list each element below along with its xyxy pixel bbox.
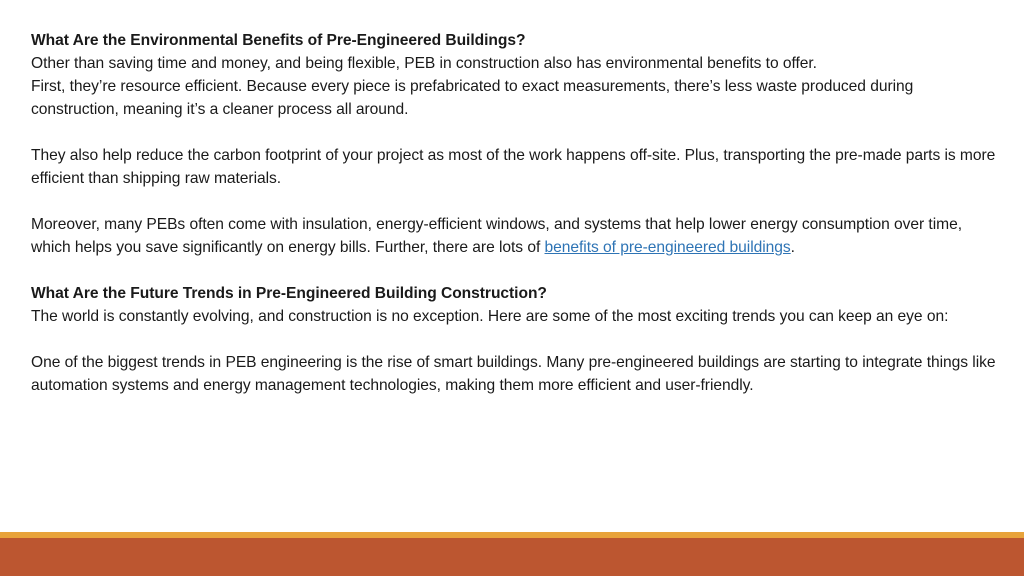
paragraph-spacer <box>31 190 996 213</box>
paragraph-energy-text: Moreover, many PEBs often come with insulation, energy-efficient windows, and systems that help lower energy consumption over time, which helps you save significantly on energy bills. Further, there are lots of <box>31 216 962 256</box>
paragraph-resource-efficient: First, they’re resource efficient. Because every piece is prefabricated to exact measurements, there’s less waste produced during construction, meaning it’s a cleaner process all around. <box>31 78 914 118</box>
footer-bar <box>0 538 1024 576</box>
paragraph-energy-end: . <box>790 239 795 256</box>
paragraph-carbon-footprint: They also help reduce the carbon footprint of your project as most of the work happens off-site. Plus, transporting the pre-made parts is more efficient than shipping raw materials. <box>31 147 996 187</box>
paragraph-smart-buildings: One of the biggest trends in PEB engineering is the rise of smart buildings. Many pre-engineered buildings are starting to integrate things like automation systems and energy management technologies, making them more efficient and user-friendly. <box>31 354 996 394</box>
section-intro-future-trends: The world is constantly evolving, and construction is no exception. Here are some of the most exciting trends you can keep an eye on: <box>31 308 949 325</box>
slide-content <box>31 29 996 397</box>
section-heading-environmental: What Are the Environmental Benefits of Pre-Engineered Buildings? <box>31 32 526 49</box>
paragraph-energy-efficiency <box>31 213 996 259</box>
paragraph-spacer <box>31 259 996 282</box>
paragraph-spacer <box>31 121 996 144</box>
benefits-link[interactable]: benefits of pre-engineered buildings <box>544 239 791 256</box>
paragraph-spacer <box>31 328 996 351</box>
section-intro-environmental: Other than saving time and money, and being flexible, PEB in construction also has environmental benefits to offer. <box>31 55 817 72</box>
section-heading-future-trends: What Are the Future Trends in Pre-Engineered Building Construction? <box>31 285 547 302</box>
